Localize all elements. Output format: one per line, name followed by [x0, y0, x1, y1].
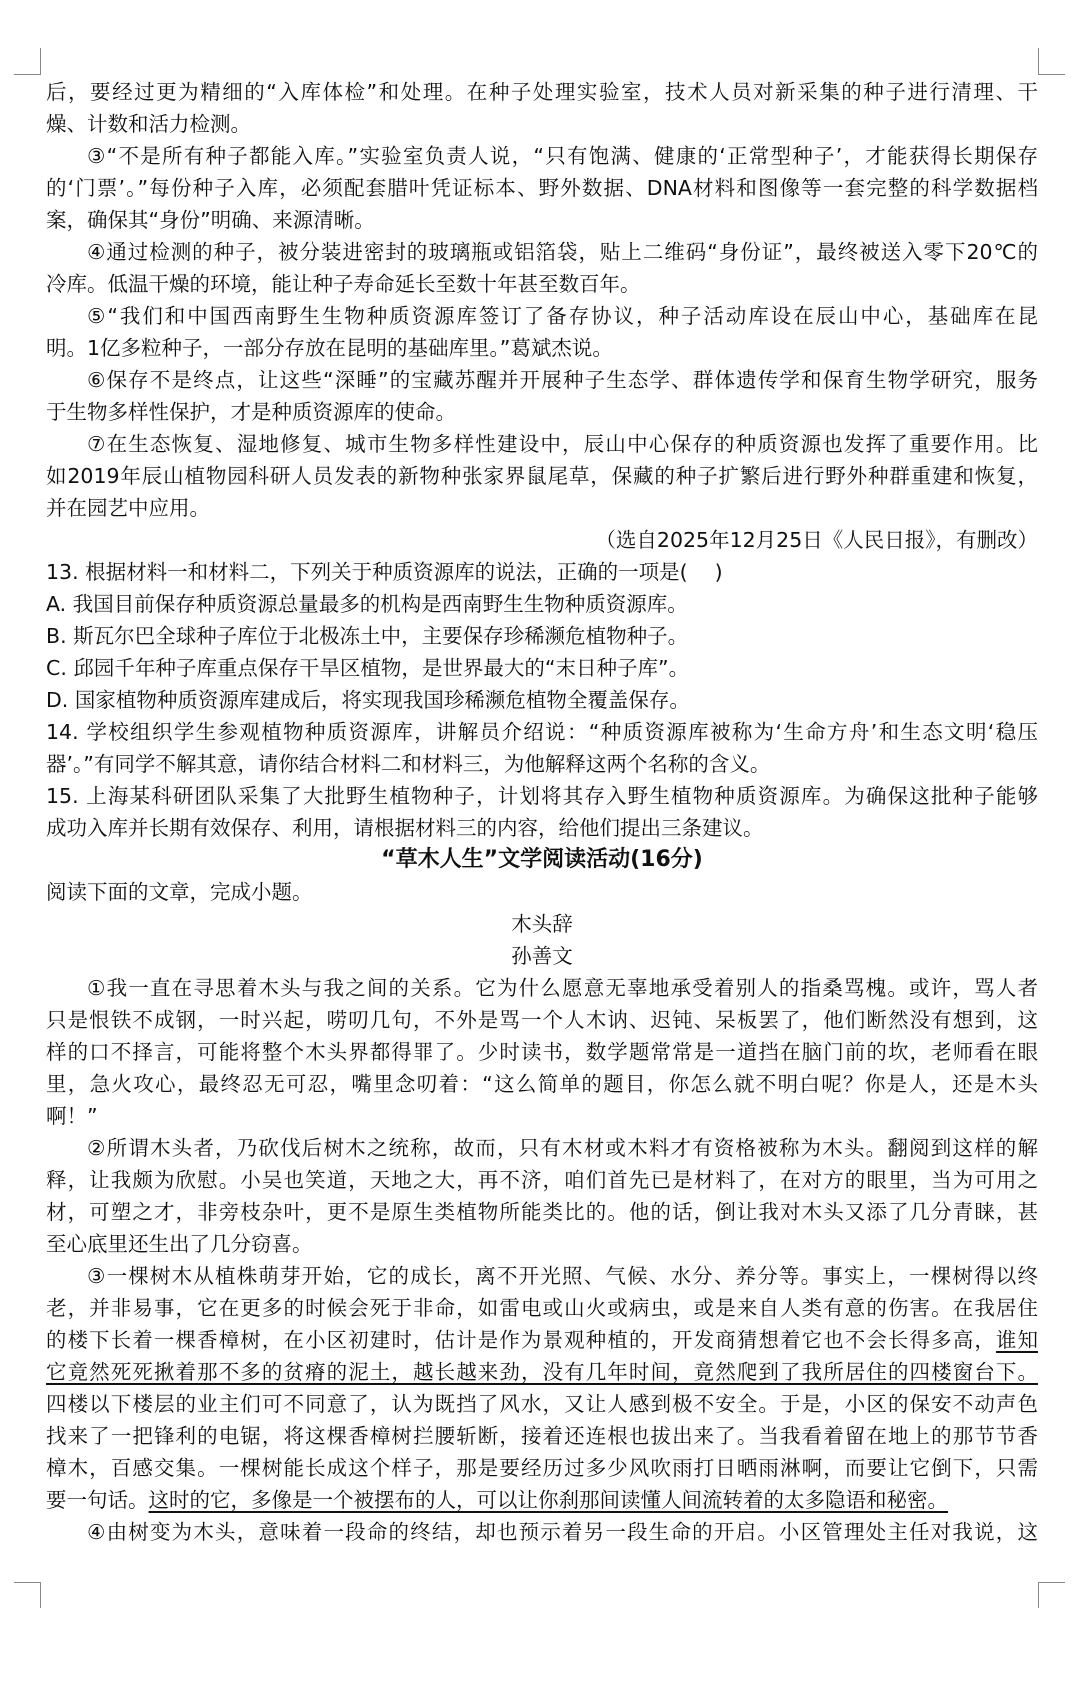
line-text: ③“不是所有种子都能入库。”实验室负责人说，“只有饱满、健康的‘正常型种子’，才能获得长期保存: [87, 144, 1038, 168]
line-text: 明。1亿多粒种子，一部分存放在昆明的基础库里。”葛斌杰说。: [46, 336, 613, 360]
text-line: [46, 1036, 1038, 1068]
line-text: 的‘门票’。”每份种子入库，必须配套腊叶凭证标本、野外数据、DNA材料和图像等一套完整的科学数据档: [46, 176, 1038, 200]
line-text: 啊！”: [46, 1104, 98, 1128]
line-text: 樟木，百感交集。一棵树能长成这个样子，那是要经历过多少风吹雨打日晒雨淋啊，而要让它倒下，只需: [46, 1456, 1038, 1480]
line-text: 木头辞: [511, 912, 573, 936]
underlined-text: 谁知: [996, 1328, 1038, 1352]
text-line: [46, 1260, 1038, 1292]
text-line: [46, 652, 1038, 684]
document-page: [46, 76, 1038, 1548]
line-text: 13. 根据材料一和材料二，下列关于种质资源库的说法，正确的一项是( ): [46, 560, 723, 584]
text-line: [46, 236, 1038, 268]
corner-mark-top-right-h: [1038, 74, 1065, 75]
text-line: [46, 332, 1038, 364]
line-text: 里，急火攻心，最终忍无可忍，嘴里念叨着：“这么简单的题目，你怎么就不明白呢？你是人，还是木头: [46, 1072, 1038, 1096]
text-line: [46, 1100, 1038, 1132]
corner-mark-top-left-v: [40, 48, 41, 74]
line-text: 老，并非易事，它在更多的时候会死于非命，如雷电或山火或病虫，或是来自人类有意的伤害。在我居住: [46, 1296, 1038, 1320]
line-text: 阅读下面的文章，完成小题。: [46, 880, 313, 904]
line-text: “草木人生”文学阅读活动(16分): [381, 847, 703, 872]
underlined-text: 这时的它，多像是一个被摆布的人，可以让你刹那间读懂人间流转着的太多隐语和秘密。: [148, 1488, 948, 1512]
line-text: ⑥保存不是终点，让这些“深睡”的宝藏苏醒并开展种子生态学、群体遗传学和保育生物学研究，服务: [87, 368, 1038, 392]
line-text: 并在园艺中应用。: [46, 496, 210, 520]
centered-line: [46, 908, 1038, 940]
text-line: [46, 1516, 1038, 1548]
text-line: [46, 780, 1038, 812]
line-text: ⑤“我们和中国西南野生生物种质资源库签订了备存协议，种子活动库设在辰山中心，基础库在昆: [87, 304, 1038, 328]
line-text: 成功入库并长期有效保存、利用，请根据材料三的内容，给他们提出三条建议。: [46, 816, 764, 840]
text-line: [46, 268, 1038, 300]
line-text: A. 我国目前保存种质资源总量最多的机构是西南野生生物种质资源库。: [46, 592, 688, 616]
line-text: ④由树变为木头，意味着一段命的终结，却也预示着另一段生命的开启。小区管理处主任对我说，这: [87, 1520, 1038, 1544]
corner-mark-top-right-v: [1038, 48, 1039, 74]
text-line: [46, 300, 1038, 332]
text-line: [46, 1484, 1038, 1516]
text-line: [46, 684, 1038, 716]
line-text: 燥、计数和活力检测。: [46, 112, 251, 136]
corner-mark-bottom-left-h: [14, 1582, 41, 1583]
text-line: [46, 1452, 1038, 1484]
line-text: 至心底里还生出了几分窃喜。: [46, 1232, 313, 1256]
line-text: 冷库。低温干燥的环境，能让种子寿命延长至数十年甚至数百年。: [46, 272, 641, 296]
line-text: ③一棵树木从植株萌芽开始，它的成长，离不开光照、气候、水分、养分等。事实上，一棵树得以终: [87, 1264, 1038, 1288]
line-text: C. 邱园千年种子库重点保存干旱区植物，是世界最大的“末日种子库”。: [46, 656, 690, 680]
text-line: [46, 1356, 1038, 1388]
line-text: 于生物多样性保护，才是种质资源库的使命。: [46, 400, 456, 424]
line-text: 样的口不择言，可能将整个木头界都得罪了。少时读书，数学题常常是一道挡在脑门前的坎，老师看在眼: [46, 1040, 1038, 1064]
text-line: [46, 620, 1038, 652]
text-line: [46, 1388, 1038, 1420]
text-line: [46, 1420, 1038, 1452]
text-line: [46, 1324, 1038, 1356]
line-text: ①我一直在寻思着木头与我之间的关系。它为什么愿意无辜地承受着别人的指桑骂槐。或许，骂人者: [87, 976, 1038, 1000]
line-text: ②所谓木头者，乃砍伐后树木之统称，故而，只有木材或木料才有资格被称为木头。翻阅到这样的解: [87, 1136, 1038, 1160]
text-line: [46, 1132, 1038, 1164]
line-text: B. 斯瓦尔巴全球种子库位于北极冻土中，主要保存珍稀濒危植物种子。: [46, 624, 689, 648]
text-line: [46, 204, 1038, 236]
text-line: [46, 972, 1038, 1004]
text-line: [46, 396, 1038, 428]
line-text: ④通过检测的种子，被分装进密封的玻璃瓶或铝箔袋，贴上二维码“身份证”，最终被送入零下20℃的: [87, 240, 1038, 264]
text-line: [46, 428, 1038, 460]
line-text: 孙善文: [511, 944, 573, 968]
line-text: 释，让我颇为欣慰。小吴也笑道，天地之大，再不济，咱们首先已是材料了，在对方的眼里，当为可用之: [46, 1168, 1038, 1192]
line-text: 器’。”有同学不解其意，请你结合材料二和材料三，为他解释这两个名称的含义。: [46, 752, 771, 776]
line-text: 案，确保其“身份”明确、来源清晰。: [46, 208, 375, 232]
centered-line: [46, 940, 1038, 972]
line-text: 找来了一把锋利的电锯，将这棵香樟树拦腰斩断，接着还连根也拔出来了。当我看着留在地上的那节节香: [46, 1424, 1038, 1448]
text-line: [46, 1228, 1038, 1260]
line-text: 如2019年辰山植物园科研人员发表的新物种张家界鼠尾草，保藏的种子扩繁后进行野外种群重建和恢复，: [46, 464, 1038, 488]
line-text: 14. 学校组织学生参观植物种质资源库，讲解员介绍说：“种质资源库被称为‘生命方舟’和生态文明‘稳压: [46, 720, 1038, 744]
text-line: [46, 1164, 1038, 1196]
text-line: [46, 524, 1038, 556]
text-line: [46, 1292, 1038, 1324]
corner-mark-top-left-h: [14, 74, 41, 75]
corner-mark-bottom-right-h: [1038, 1582, 1065, 1583]
text-line: [46, 716, 1038, 748]
text-line: [46, 172, 1038, 204]
line-text: 只是恨铁不成钢，一时兴起，唠叨几句，不外是骂一个人木讷、迟钝、呆板罢了，他们断然没有想到，这: [46, 1008, 1038, 1032]
text-line: [46, 460, 1038, 492]
text-line: [46, 556, 1038, 588]
line-text: ⑦在生态恢复、湿地修复、城市生物多样性建设中，辰山中心保存的种质资源也发挥了重要作用。比: [87, 432, 1038, 456]
text-line: [46, 1196, 1038, 1228]
text-line: [46, 108, 1038, 140]
text-line: [46, 364, 1038, 396]
line-text: （选自2025年12月25日《人民日报》，有删改）: [595, 528, 1038, 552]
line-text: 四楼以下楼层的业主们可不同意了，认为既挡了风水，又让人感到极不安全。于是，小区的保安不动声色: [46, 1392, 1038, 1416]
text-line: [46, 1068, 1038, 1100]
text-line: [46, 492, 1038, 524]
text-line: [46, 1004, 1038, 1036]
line-text: D. 国家植物种质资源库建成后，将实现我国珍稀濒危植物全覆盖保存。: [46, 688, 690, 712]
line-text: 15. 上海某科研团队采集了大批野生植物种子，计划将其存入野生植物种质资源库。为确保这批种子能够: [46, 784, 1038, 808]
corner-mark-bottom-left-v: [40, 1582, 41, 1608]
text-line: [46, 748, 1038, 780]
line-text: 后，要经过更为精细的“入库体检”和处理。在种子处理实验室，技术人员对新采集的种子进行清理、干: [46, 80, 1038, 104]
text-line: [46, 812, 1038, 844]
line-text: 它竟然死死揪着那不多的贫瘠的泥土，越长越来劲，没有几年时间，竟然爬到了我所居住的四楼窗台下。: [46, 1360, 1038, 1384]
corner-mark-bottom-right-v: [1038, 1582, 1039, 1608]
line-text: 材，可塑之才，非旁枝杂叶，更不是原生类植物所能类比的。他的话，倒让我对木头又添了几分青睐，甚: [46, 1200, 1038, 1224]
text-line: [46, 588, 1038, 620]
line-text: 的楼下长着一棵香樟树，在小区初建时，估计是作为景观种植的，开发商猜想着它也不会长得多高，: [46, 1328, 997, 1352]
line-text: 要一句话。: [46, 1488, 149, 1512]
text-line: [46, 76, 1038, 108]
text-line: [46, 140, 1038, 172]
section-heading: [46, 844, 1038, 876]
text-line: [46, 876, 1038, 908]
